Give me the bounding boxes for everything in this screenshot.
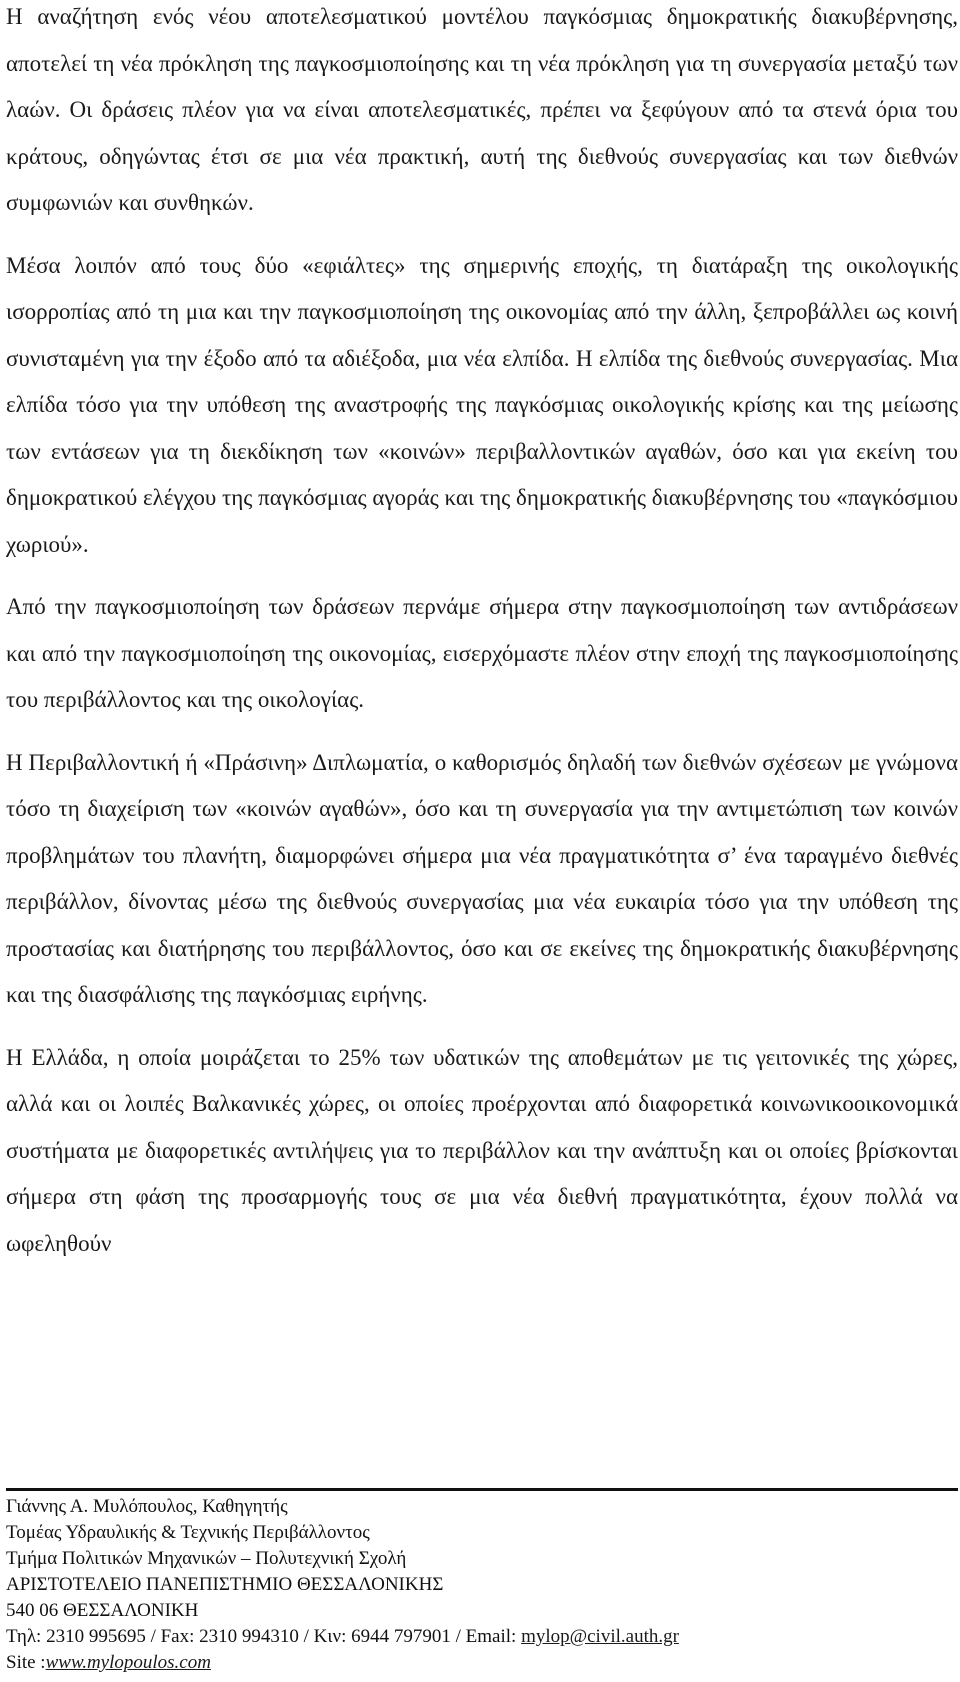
footer-author: Γιάννης Α. Μυλόπουλος, Καθηγητής — [6, 1496, 288, 1517]
paragraph-5: Η Ελλάδα, η οποία μοιράζεται το 25% των υδατικών της αποθεμάτων με τις γειτονικές της χώρες, αλλά και οι λοιπές Βαλκανικές χώρες, οι οποίες προέρχονται από διαφορετικά κοινωνικοοικονομικά συστήματα με διαφορετικές αντιλήψεις για το περιβάλλον και την ανάπτυξη και οι οποίες βρίσκονται σήμερα στη φάση της προσαρμογής τους σε μια νέα διεθνή πραγματικότητα, έχουν πολλά να ωφεληθούν — [6, 1044, 958, 1256]
paragraph-2: Μέσα λοιπόν από τους δύο «εφιάλτες» της σημερινής εποχής, τη διατάραξη της οικολογικής ισορροπίας από τη μια και την παγκοσμιοποίηση της οικονομίας από την άλλη, ξεπροβάλλει ως κοινή συνισταμένη για την έξοδο από τα αδιέξοδα, μια νέα ελπίδα. Η ελπίδα της διεθνούς συνεργασίας. Μια ελπίδα τόσο για την υπόθεση της αναστροφής της παγκόσμιας οικολογικής κρίσης και της μείωσης των εντάσεων για τη διεκδίκηση των «κοινών» περιβαλλοντικών αγαθών, όσο και για εκείνη του δημοκρατικού ελέγχου της παγκόσμιας αγοράς και της δημοκρατικής διακυβέρνησης του «παγκόσμιου χωριού». — [6, 252, 958, 557]
email-link[interactable]: mylop@civil.auth.gr — [521, 1626, 679, 1647]
footer-contact — [6, 1624, 958, 1650]
footer-divider — [6, 1488, 958, 1491]
footer-department: Τομέας Υδραυλικής & Τεχνικής Περιβάλλοντος — [6, 1522, 370, 1543]
footer-site-label: Site : — [6, 1652, 46, 1673]
footer-school: Τμήμα Πολιτικών Μηχανικών – Πολυτεχνική Σχολή — [6, 1548, 407, 1569]
paragraph-1: Η αναζήτηση ενός νέου αποτελεσματικού μοντέλου παγκόσμιας δημοκρατικής διακυβέρνησης, αποτελεί τη νέα πρόκληση της παγκοσμιοποίησης και τη νέα πρόκληση για τη συνεργασία μεταξύ των λαών. Οι δράσεις πλέον για να είναι αποτελεσματικές, πρέπει να ξεφύγουν από τα στενά όρια του κράτους, οδηγώντας έτσι σε μια νέα πρακτική, αυτή της διεθνούς συνεργασίας και των διεθνών συμφωνιών και συνθηκών. — [6, 4, 958, 215]
footer — [6, 1494, 958, 1676]
paragraph-4: Η Περιβαλλοντική ή «Πράσινη» Διπλωματία, ο καθορισμός δηλαδή των διεθνών σχέσεων με γνώμονα τόσο τη διαχείριση των «κοινών αγαθών», όσο και τη συνεργασία για την αντιμετώπιση των κοινών προβλημάτων του πλανήτη, διαμορφώνει σήμερα μια νέα πραγματικότητα σ’ ένα ταραγμένο διεθνές περιβάλλον, δίνοντας μέσω της διεθνούς συνεργασίας μια νέα ευκαιρία τόσο για την υπόθεση της προστασίας και διατήρησης του περιβάλλοντος, όσο και σε εκείνες της δημοκρατικής διακυβέρνησης και της διασφάλισης της παγκόσμιας ειρήνης. — [6, 749, 958, 1007]
body-text — [6, 0, 958, 1283]
footer-university: ΑΡΙΣΤΟΤΕΛΕΙΟ ΠΑΝΕΠΙΣΤΗΜΙΟ ΘΕΣΣΑΛΟΝΙΚΗΣ — [6, 1574, 444, 1595]
footer-city: 540 06 ΘΕΣΣΑΛΟΝΙΚΗ — [6, 1600, 199, 1621]
footer-contact-text: Τηλ: 2310 995695 / Fax: 2310 994310 / Κιν: 6944 797901 / Email: — [6, 1626, 522, 1647]
footer-site — [6, 1650, 958, 1676]
website-link[interactable]: www.mylopoulos.com — [45, 1652, 211, 1673]
paragraph-3: Από την παγκοσμιοποίηση των δράσεων περνάμε σήμερα στην παγκοσμιοποίηση των αντιδράσεων και από την παγκοσμιοποίηση της οικονομίας, εισερχόμαστε πλέον στην εποχή της παγκοσμιοποίησης του περιβάλλοντος και της οικολογίας. — [6, 594, 958, 712]
